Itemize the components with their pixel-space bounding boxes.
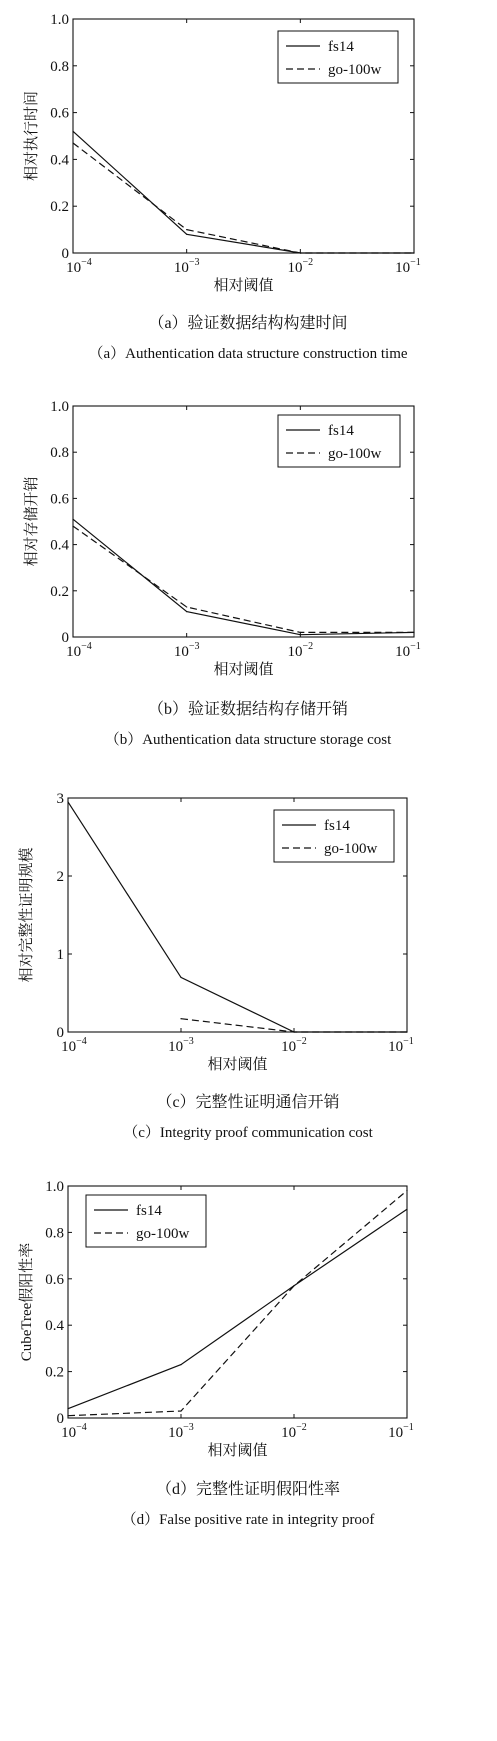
y-tick-label: 0	[61, 246, 69, 262]
y-tick-label: 1.0	[45, 1179, 64, 1195]
x-tick-base: 10	[281, 1425, 297, 1441]
data-point	[180, 1018, 181, 1019]
x-tick-label	[288, 257, 314, 276]
series-line-fs14	[73, 519, 414, 635]
x-tick-exponent: −3	[183, 1422, 194, 1433]
data-point	[72, 519, 73, 520]
data-point	[180, 977, 181, 978]
y-axis-label: 相对存储开销	[24, 476, 40, 567]
caption-english: （b）Authentication data structure storage cost	[104, 732, 392, 748]
x-tick-base: 10	[395, 260, 411, 276]
x-tick-base: 10	[66, 644, 82, 660]
data-point	[67, 1415, 68, 1416]
legend-label: go-100w	[324, 841, 378, 857]
x-tick-label	[66, 257, 92, 276]
caption-chinese: （c）完整性证明通信开销	[156, 1094, 340, 1111]
chart-panel-a	[23, 12, 421, 362]
y-tick-label: 0.8	[50, 445, 69, 462]
y-tick-label: 0.6	[45, 1271, 64, 1288]
data-point	[406, 1031, 407, 1032]
data-point	[406, 1209, 407, 1210]
data-point	[186, 606, 187, 607]
x-tick-exponent: −4	[76, 1422, 87, 1433]
x-tick-base: 10	[281, 1039, 297, 1055]
x-tick-exponent: −1	[403, 1036, 414, 1047]
y-tick-label: 0	[56, 1025, 64, 1041]
y-tick-label: 0.6	[50, 105, 69, 122]
x-tick-base: 10	[173, 644, 189, 660]
x-axis-label: 相对阈值	[213, 662, 274, 678]
x-tick-exponent: −4	[81, 257, 92, 268]
data-point	[293, 1285, 294, 1286]
x-tick-base: 10	[61, 1425, 77, 1441]
x-tick-exponent: −2	[296, 1036, 307, 1047]
data-point	[293, 1031, 294, 1032]
x-tick-base: 10	[168, 1425, 184, 1441]
chart-panel-d	[18, 1179, 414, 1528]
x-tick-exponent: −3	[183, 1036, 194, 1047]
legend	[278, 415, 400, 467]
data-point	[72, 526, 73, 527]
legend-label: fs14	[328, 39, 354, 55]
x-tick-label	[281, 1036, 307, 1055]
y-tick-label: 1.0	[50, 12, 69, 28]
caption-english: （d）False positive rate in integrity proof	[121, 1512, 375, 1528]
x-tick-base: 10	[66, 260, 82, 276]
caption-chinese: （b）验证数据结构存储开销	[147, 701, 349, 718]
y-tick-label: 0	[61, 630, 69, 646]
x-tick-base: 10	[388, 1039, 404, 1055]
series-line-fs14	[73, 131, 414, 253]
x-tick-label	[281, 1422, 307, 1441]
x-tick-exponent: −2	[296, 1422, 307, 1433]
x-tick-exponent: −4	[81, 641, 92, 652]
x-tick-label	[288, 641, 314, 660]
y-axis-label: 相对完整性证明规模	[19, 847, 35, 983]
data-point	[72, 142, 73, 143]
x-tick-exponent: −4	[76, 1036, 87, 1047]
x-axis-label: 相对阈值	[207, 1443, 268, 1459]
y-tick-label: 0.4	[45, 1318, 64, 1335]
legend-label: go-100w	[136, 1226, 190, 1242]
data-point	[300, 634, 301, 635]
x-axis-label: 相对阈值	[213, 278, 274, 294]
x-axis-label: 相对阈值	[207, 1057, 268, 1073]
y-tick-label: 0.6	[50, 491, 69, 508]
data-point	[72, 131, 73, 132]
caption-english: （c）Integrity proof communication cost	[123, 1125, 373, 1141]
data-point	[180, 1410, 181, 1411]
y-tick-label: 0.8	[50, 58, 69, 75]
data-point	[300, 632, 301, 633]
series-line-go-100w	[73, 526, 414, 632]
legend	[278, 31, 398, 83]
data-point	[186, 229, 187, 230]
legend-label: fs14	[328, 423, 354, 439]
data-point	[180, 1364, 181, 1365]
chart-panel-b	[22, 399, 421, 748]
legend-label: fs14	[324, 818, 350, 834]
x-tick-base: 10	[395, 644, 411, 660]
caption-english: （a）Authentication data structure construction time	[88, 346, 408, 362]
x-tick-label	[66, 641, 92, 660]
x-tick-exponent: −2	[302, 257, 314, 268]
x-tick-label	[61, 1422, 87, 1441]
series-line-go-100w	[73, 143, 414, 253]
y-tick-label: 0.4	[50, 152, 69, 169]
caption-chinese: （a）验证数据结构构建时间	[148, 315, 348, 332]
legend	[274, 810, 394, 862]
data-point	[67, 1408, 68, 1409]
y-tick-label: 0.4	[50, 537, 69, 554]
y-tick-label: 0.8	[45, 1225, 64, 1242]
x-tick-label	[388, 1422, 414, 1441]
y-tick-label: 1	[56, 947, 64, 963]
x-tick-label	[395, 641, 421, 660]
x-tick-exponent: −1	[410, 641, 421, 652]
y-tick-label: 0.2	[45, 1364, 64, 1381]
data-point	[186, 611, 187, 612]
y-axis-label: 相对执行时间	[24, 90, 40, 182]
legend-label: go-100w	[328, 62, 382, 78]
legend-label: go-100w	[328, 446, 382, 462]
y-tick-label: 3	[56, 791, 64, 807]
y-tick-label: 1.0	[50, 399, 69, 415]
y-tick-label: 0.2	[50, 199, 69, 216]
x-tick-label	[174, 641, 200, 660]
x-tick-label	[168, 1422, 194, 1441]
y-tick-label: 2	[56, 869, 64, 885]
x-tick-label	[388, 1036, 414, 1055]
x-tick-exponent: −2	[302, 641, 314, 652]
y-tick-label: 0.2	[50, 583, 69, 600]
x-tick-base: 10	[173, 260, 189, 276]
x-tick-base: 10	[61, 1039, 77, 1055]
x-tick-label	[174, 257, 200, 276]
data-point	[413, 252, 414, 253]
data-point	[186, 234, 187, 235]
data-point	[67, 801, 68, 802]
x-tick-base: 10	[168, 1039, 184, 1055]
x-tick-base: 10	[287, 644, 303, 660]
x-tick-label	[395, 257, 421, 276]
chart-panel-c	[17, 791, 414, 1141]
data-point	[413, 632, 414, 633]
x-tick-base: 10	[388, 1425, 404, 1441]
x-tick-exponent: −1	[410, 257, 421, 268]
x-tick-exponent: −3	[188, 641, 200, 652]
data-point	[300, 252, 301, 253]
x-tick-label	[168, 1036, 194, 1055]
data-point	[406, 1190, 407, 1191]
x-tick-label	[61, 1036, 87, 1055]
y-tick-label: 0	[56, 1411, 64, 1427]
x-tick-exponent: −1	[403, 1422, 414, 1433]
y-axis-label: CubeTree假阳性率	[19, 1242, 35, 1362]
legend	[86, 1195, 206, 1247]
x-tick-base: 10	[287, 260, 303, 276]
caption-chinese: （d）完整性证明假阳性率	[155, 1481, 341, 1498]
legend-label: fs14	[136, 1203, 162, 1219]
x-tick-exponent: −3	[188, 257, 200, 268]
